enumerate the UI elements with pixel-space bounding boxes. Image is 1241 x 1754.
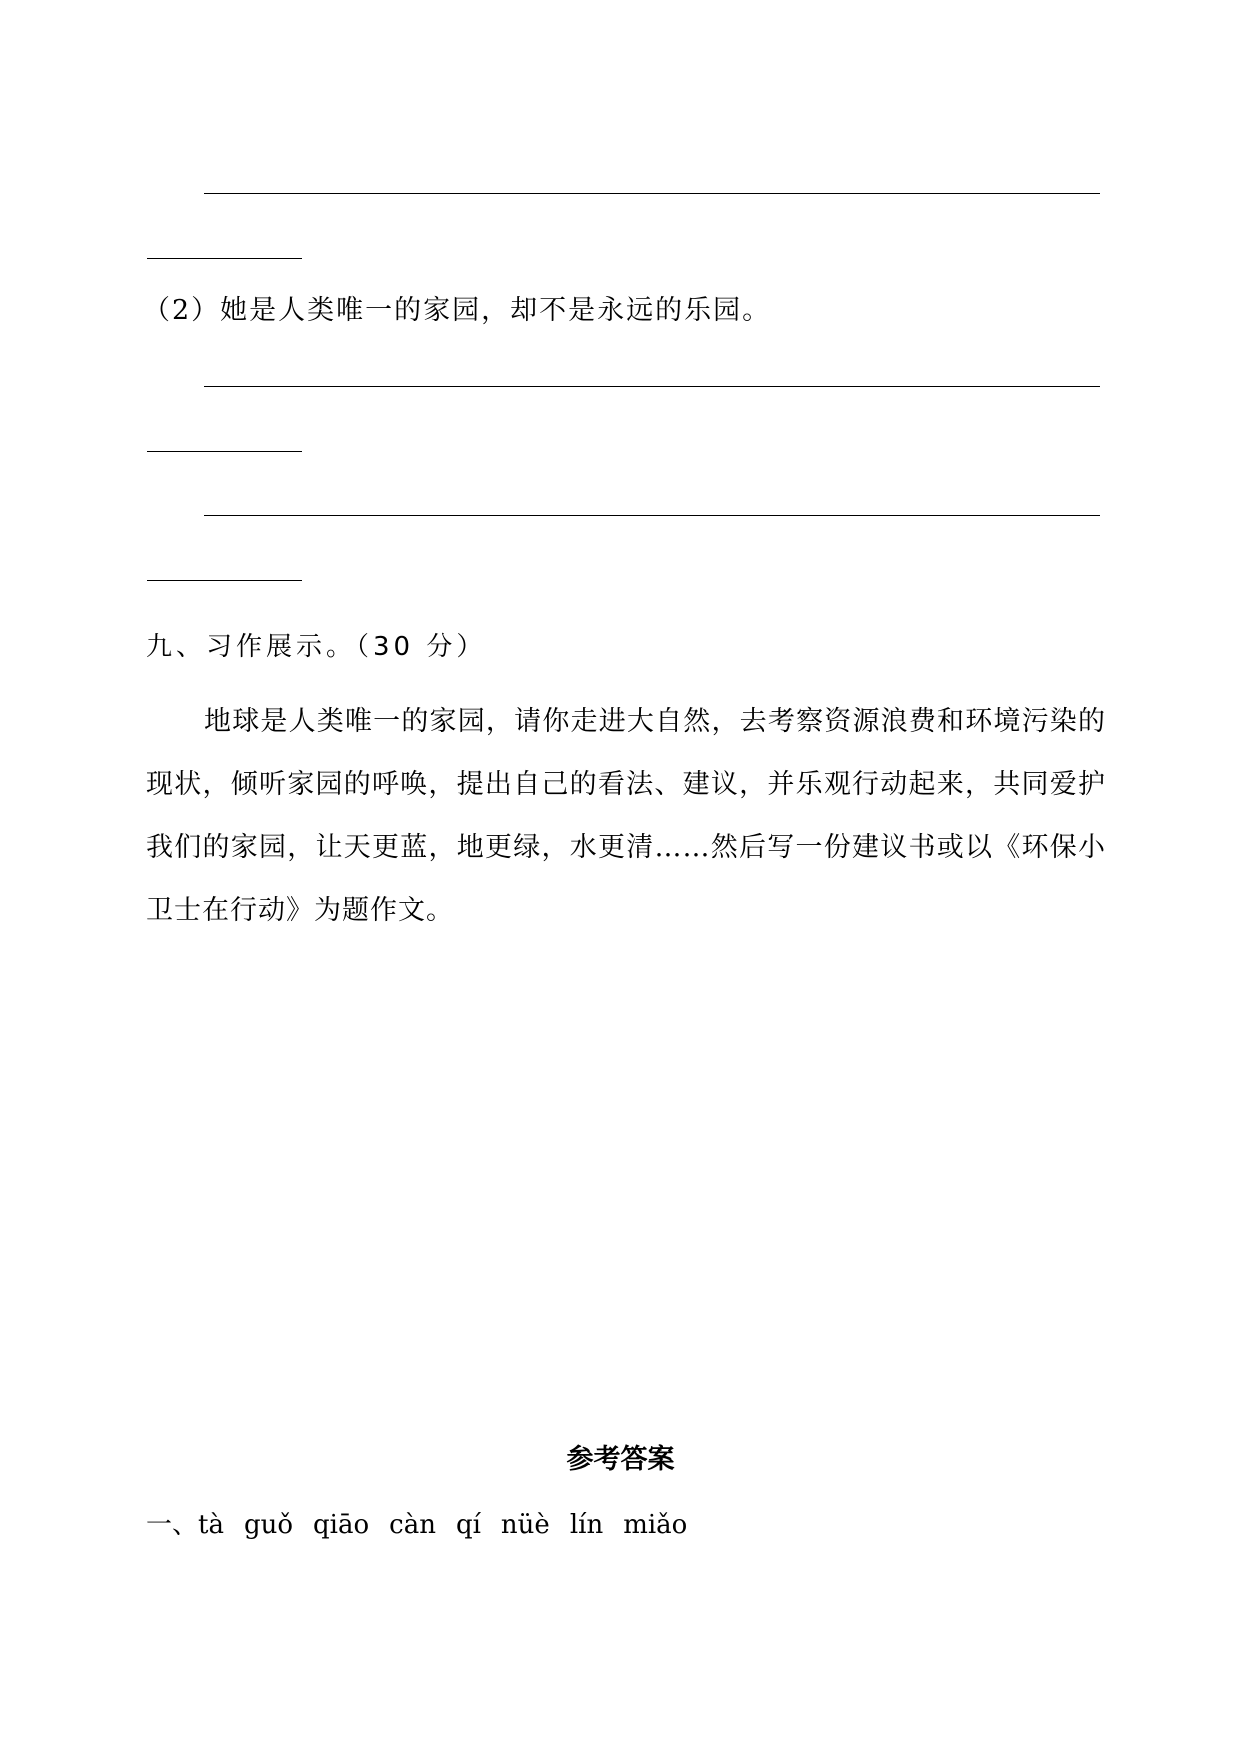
pinyin-answer: nüè (500, 1510, 550, 1540)
answer-section-1 (146, 1512, 707, 1538)
answer-line-short (147, 451, 302, 452)
pinyin-answer: qiāo (313, 1510, 370, 1540)
answer-line-long (204, 193, 1100, 194)
pinyin-answer: qí (455, 1510, 481, 1540)
answers-title: 参考答案 (566, 1444, 675, 1475)
answer-section-1-label: 一、 (146, 1510, 199, 1540)
pinyin-answer: càn (389, 1510, 436, 1540)
answer-line-long (204, 515, 1100, 516)
pinyin-answer: lín (569, 1510, 604, 1540)
answer-line-long (204, 386, 1100, 387)
pinyin-answer: tà (198, 1510, 224, 1540)
section-9-heading: 九、习作展示。（30 分） (146, 632, 487, 662)
pinyin-answer: miǎo (623, 1510, 688, 1540)
question-2-text: （2）她是人类唯一的家园，却不是永远的乐园。 (143, 295, 772, 326)
answer-line-short (147, 580, 302, 581)
answer-line-short (147, 258, 302, 259)
pinyin-answer: guǒ (243, 1510, 294, 1540)
writing-prompt-paragraph: 地球是人类唯一的家园，请你走进大自然，去考察资源浪费和环境污染的现状，倾听家园的呼唤，提出自己的看法、建议，并乐观行动起来，共同爱护我们的家园，让天更蓝，地更绿，水更清……然后写一份建议书或以《环保小卫士在行动》为题作文。 (146, 706, 1106, 926)
